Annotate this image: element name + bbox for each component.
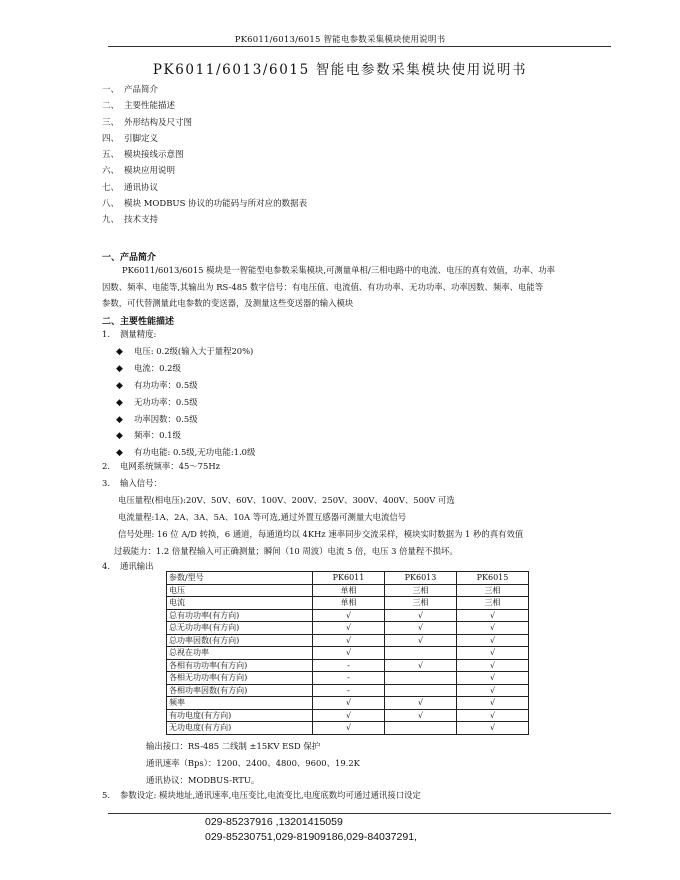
- section1-line: PK6011/6013/6015 模块是一智能型电参数采集模块,可测量单相/三相电路中的电流、电压的真有效值，功率、功率: [122, 265, 555, 275]
- item2: [102, 458, 220, 475]
- table-cell: 总有功功率(有方向): [167, 609, 313, 622]
- comm-output-table: [166, 571, 529, 735]
- toc-label: 模块接线示意图: [124, 150, 184, 161]
- diamond-bullet-icon: ◆: [116, 431, 123, 442]
- table-row: [167, 659, 529, 672]
- section1-heading: 一、产品简介: [102, 253, 157, 263]
- table-row: [167, 672, 529, 685]
- table-cell: 三相: [385, 584, 457, 597]
- table-cell: √: [385, 609, 457, 622]
- table-row: [167, 609, 529, 622]
- toc-item: [102, 115, 307, 131]
- toc-item: [102, 163, 307, 179]
- table-cell: 单相: [313, 597, 385, 610]
- item-number: 4.: [102, 561, 110, 571]
- table-cell: √: [385, 634, 457, 647]
- item1: [102, 326, 156, 343]
- item-label: 参数设定: 模块地址,通讯速率,电压变比,电流变比,电度底数均可通过通讯接口设定: [120, 790, 421, 800]
- toc-number: 三、: [102, 117, 120, 128]
- table-row: [167, 597, 529, 610]
- table-cell: √: [313, 609, 385, 622]
- table-cell: 频率: [167, 697, 313, 710]
- toc-item: [102, 98, 307, 114]
- comm-line: 通讯速率（Bps）：1200、2400、4800、9600、19.2K: [146, 757, 360, 768]
- toc-label: 主要性能描述: [124, 101, 176, 112]
- toc-label: 外形结构及尺寸图: [124, 117, 193, 128]
- input-signal-line: 电压量程(相电压):20V、50V、60V、100V、200V、250V、300V、400V、500V 可选: [118, 495, 455, 505]
- table-cell: 无功电度(有方向): [167, 722, 313, 735]
- table-cell: √: [385, 622, 457, 635]
- table-row: [167, 622, 529, 635]
- input-signal-line: 信号处理: 16 位 A/D 转换，6 通道，每通道均以 4KHz 速率同步交流采样，模块实时数据为 1 秒的真有效值: [118, 528, 524, 539]
- accuracy-bullet-item: [116, 360, 255, 377]
- table-row: [167, 584, 529, 597]
- table-of-contents: [102, 82, 307, 229]
- table-header-cell: PK6015: [457, 572, 529, 585]
- table-cell: √: [457, 647, 529, 660]
- bullet-text: 功率因数：0.5级: [134, 413, 198, 424]
- diamond-bullet-icon: ◆: [116, 414, 123, 425]
- table-row: [167, 722, 529, 735]
- toc-item: [102, 131, 307, 147]
- table-cell: 单相: [313, 584, 385, 597]
- table-cell: 总视在功率: [167, 647, 313, 660]
- table-cell: √: [313, 722, 385, 735]
- diamond-bullet-icon: ◆: [116, 397, 123, 408]
- table-cell: -: [313, 684, 385, 697]
- toc-number: 六、: [102, 166, 120, 177]
- table-cell: -: [313, 659, 385, 672]
- bullet-text: 电压: 0.2级(输入大于量程20%): [134, 346, 254, 356]
- table-cell: √: [313, 622, 385, 635]
- table-cell: 各相无功功率(有方向): [167, 672, 313, 685]
- table-cell: 总功率因数(有方向): [167, 634, 313, 647]
- table-cell: √: [457, 722, 529, 735]
- toc-item: [102, 212, 307, 228]
- item5: [102, 787, 421, 804]
- table-cell: [385, 672, 457, 685]
- header-rule: [108, 46, 611, 47]
- item4: [102, 558, 154, 575]
- footer-rule: [108, 813, 611, 814]
- table-cell: 各相功率因数(有方向): [167, 684, 313, 697]
- toc-item: [102, 196, 307, 212]
- table-header-cell: PK6013: [385, 572, 457, 585]
- comm-line: 输出接口：RS-485 二线制 ±15KV ESD 保护: [146, 741, 321, 751]
- input-signal-line: 过载能力：1.2 倍量程输入可正确测量；瞬间（10 周波）电流 5 倍，电压 3 倍量程不损坏。: [114, 545, 458, 556]
- document-title: PK6011/6013/6015 智能电参数采集模块使用说明书: [152, 62, 528, 78]
- footer-phone-1: 029-85237916 ,13201415059: [205, 816, 343, 828]
- bullet-text: 频率：0.1级: [134, 430, 181, 441]
- section1-line: 参数，可代替测量此电参数的变送器，及测量这些变送器的输入模块: [102, 298, 354, 308]
- toc-number: 二、: [102, 101, 120, 112]
- bullet-text: 无功功率：0.5级: [134, 396, 198, 407]
- toc-label: 通讯协议: [124, 182, 159, 193]
- table-row: [167, 684, 529, 697]
- item-label: 通讯输出: [120, 561, 154, 571]
- running-header: PK6011/6013/6015 智能电参数采集模块使用说明书: [234, 35, 446, 45]
- item-label: 输入信号：: [120, 478, 162, 488]
- table-cell: [385, 647, 457, 660]
- table-cell: 三相: [457, 597, 529, 610]
- table-cell: √: [313, 647, 385, 660]
- accuracy-bullet-item: [116, 411, 255, 428]
- table-cell: 总无功功率(有方向): [167, 622, 313, 635]
- toc-number: 七、: [102, 182, 120, 193]
- table-cell: 三相: [457, 584, 529, 597]
- accuracy-bullet-item: [116, 343, 255, 360]
- table-cell: √: [313, 634, 385, 647]
- table-cell: [385, 722, 457, 735]
- footer-contact: [205, 815, 417, 845]
- table-cell: √: [457, 622, 529, 635]
- diamond-bullet-icon: ◆: [116, 448, 123, 459]
- table-cell: -: [313, 672, 385, 685]
- section2-heading: 二、主要性能描述: [102, 317, 175, 327]
- table-cell: 电压: [167, 584, 313, 597]
- toc-number: 一、: [102, 85, 120, 95]
- table-cell: 有功电度(有方向): [167, 709, 313, 722]
- table-cell: [385, 684, 457, 697]
- table-header-row: [167, 572, 529, 585]
- table-row: [167, 709, 529, 722]
- toc-label: 引脚定义: [124, 133, 159, 144]
- table-row: [167, 634, 529, 647]
- table-header-cell: PK6011: [313, 572, 385, 585]
- toc-number: 五、: [102, 150, 120, 161]
- table-cell: √: [457, 634, 529, 647]
- toc-label: 模块 MODBUS 协议的功能码与所对应的数据表: [124, 199, 308, 210]
- accuracy-bullet-item: [116, 427, 255, 444]
- toc-number: 九、: [102, 215, 120, 226]
- toc-number: 四、: [102, 133, 120, 144]
- item-number: 2.: [102, 461, 110, 471]
- table-cell: √: [457, 684, 529, 697]
- table-cell: √: [457, 609, 529, 622]
- comm-line: 通讯协议：MODBUS-RTU。: [146, 774, 260, 785]
- table-row: [167, 697, 529, 710]
- bullet-text: 有功电能: 0.5级,无功电能:1.0级: [134, 447, 256, 458]
- table-header-cell: 参数/型号: [167, 572, 313, 585]
- diamond-bullet-icon: ◆: [116, 363, 123, 374]
- diamond-bullet-icon: ◆: [116, 380, 123, 391]
- toc-number: 八、: [102, 199, 120, 210]
- table-cell: √: [385, 659, 457, 672]
- table-cell: 三相: [385, 597, 457, 610]
- comm-lines: [146, 738, 360, 789]
- footer-phone-2: 029-85230751,029-81909186,029-84037291,: [205, 831, 417, 843]
- bullet-text: 电流：0.2级: [134, 362, 181, 373]
- input-signal-lines: [114, 492, 524, 560]
- table-cell: √: [385, 709, 457, 722]
- table-cell: √: [457, 697, 529, 710]
- toc-label: 产品简介: [124, 85, 159, 95]
- item3: [102, 475, 162, 492]
- accuracy-bullet-item: [116, 377, 255, 394]
- accuracy-bullet-item: [116, 394, 255, 411]
- item-label: 电网系统频率：45～75Hz: [120, 461, 221, 471]
- toc-item: [102, 147, 307, 163]
- bullet-text: 有功功率：0.5级: [134, 379, 198, 390]
- input-signal-line: 电流量程:1A、2A、3A、5A、10A 等可选,通过外置互感器可测量大电流信号: [118, 511, 407, 522]
- toc-item: [102, 82, 307, 98]
- item-number: 1.: [102, 329, 110, 339]
- table-cell: √: [385, 697, 457, 710]
- table-cell: 电流: [167, 597, 313, 610]
- accuracy-bullets: [116, 343, 255, 461]
- table-cell: √: [313, 709, 385, 722]
- table-cell: 各相有功功率(有方向): [167, 659, 313, 672]
- diamond-bullet-icon: ◆: [116, 347, 123, 357]
- item-number: 5.: [102, 790, 110, 800]
- table-row: [167, 647, 529, 660]
- section1-body: [102, 262, 602, 312]
- table-cell: √: [457, 672, 529, 685]
- toc-label: 技术支持: [124, 215, 159, 226]
- item-number: 3.: [102, 478, 110, 488]
- toc-label: 模块应用说明: [124, 166, 176, 177]
- section1-line: 因数、频率、电能等,其输出为 RS-485 数字信号：有电压值、电流值、有功功率、无功功率、功率因数、频率、电能等: [102, 281, 544, 292]
- table-cell: √: [457, 659, 529, 672]
- table-cell: √: [457, 709, 529, 722]
- item-label: 测量精度:: [120, 329, 157, 339]
- table-cell: √: [313, 697, 385, 710]
- toc-item: [102, 180, 307, 196]
